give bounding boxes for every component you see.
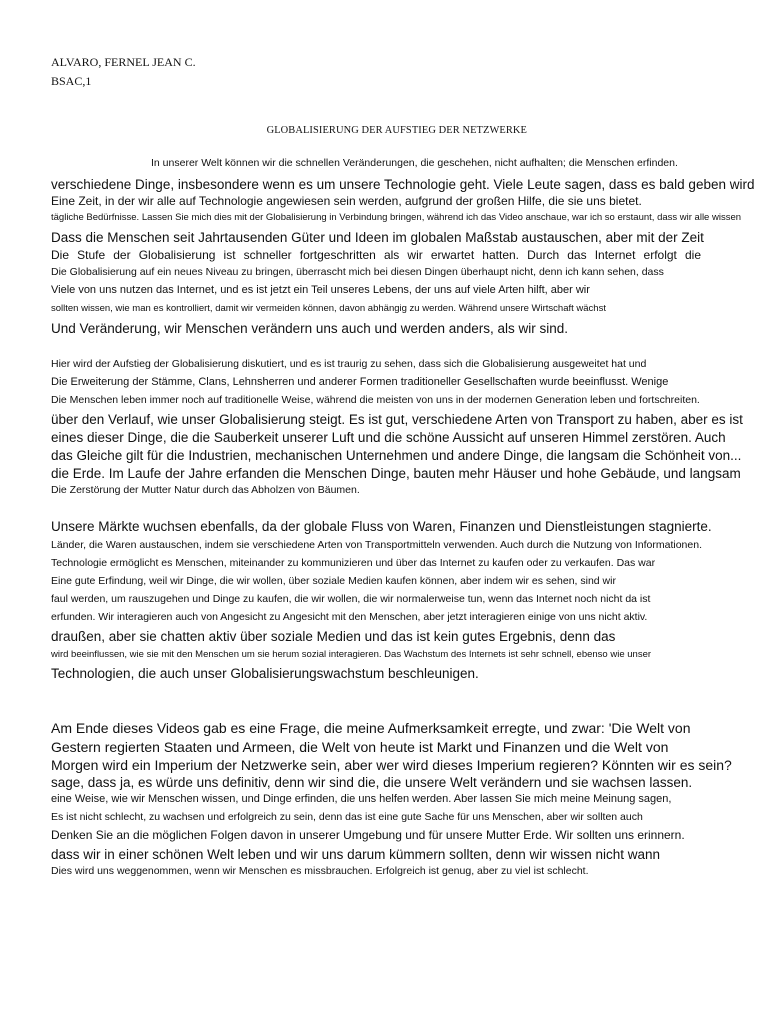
paragraph-3-line: draußen, aber sie chatten aktiv über soziale Medien und das ist kein gutes Ergebnis, denn das	[51, 629, 616, 644]
paragraph-3-line: Eine gute Erfindung, weil wir Dinge, die wir wollen, über soziale Medien kaufen können, aber indem wir es sehen, sind wir	[51, 575, 616, 587]
paragraph-1-line: In unserer Welt können wir die schnellen Veränderungen, die geschehen, nicht aufhalten; die Menschen erfinden.	[151, 157, 678, 169]
paragraph-2-line: über den Verlauf, wie unser Globalisierung steigt. Es ist gut, verschiedene Arten von Transport zu haben, aber es ist	[51, 412, 743, 427]
paragraph-3-line: Unsere Märkte wuchsen ebenfalls, da der globale Fluss von Waren, Finanzen und Dienstleistungen stagnierte.	[51, 519, 712, 534]
paragraph-1-line: sollten wissen, wie man es kontrolliert, damit wir vermeiden können, davon abhängig zu werden. Während unsere Wirtschaft wächst	[51, 303, 606, 314]
paragraph-3-line: erfunden. Wir interagieren auch von Angesicht zu Angesicht mit den Menschen, aber jetzt interagieren einige von uns nicht aktiv.	[51, 611, 648, 623]
document-title: GLOBALISIERUNG DER AUFSTIEG DER NETZWERKE	[266, 125, 527, 136]
paragraph-2-line: Die Menschen leben immer noch auf traditionelle Weise, während die meisten von uns in der modernen Generation leben und fortschreiten.	[51, 394, 700, 406]
paragraph-2-line: Die Zerstörung der Mutter Natur durch das Abholzen von Bäumen.	[51, 484, 360, 496]
paragraph-4-line: Gestern regierten Staaten und Armeen, die Welt von heute ist Markt und Finanzen und die Welt von	[51, 739, 669, 755]
paragraph-1-line: Die Globalisierung auf ein neues Niveau zu bringen, überrascht mich bei diesen Dingen überhaupt nicht, denn ich kann sehen, dass	[51, 266, 664, 278]
course-section: BSAC,1	[51, 74, 92, 88]
paragraph-4-line: Morgen wird ein Imperium der Netzwerke sein, aber wer wird dieses Imperium regieren? Könnten wir es sein?	[51, 757, 732, 773]
paragraph-2-line: eines dieser Dinge, die die Sauberkeit unserer Luft und die schöne Aussicht auf unseren Himmel zerstören. Auch	[51, 430, 726, 445]
paragraph-1-line: Dass die Menschen seit Jahrtausenden Güter und Ideen im globalen Maßstab austauschen, aber mit der Zeit	[51, 230, 704, 245]
paragraph-3-line: wird beeinflussen, wie sie mit den Menschen um sie herum sozial interagieren. Das Wachstum des Internets ist sehr schnell, ebenso wie unser	[51, 649, 652, 660]
paragraph-4-line: Denken Sie an die möglichen Folgen davon in unserer Umgebung und für unsere Mutter Erde. Wir sollten uns erinnern.	[51, 828, 685, 842]
paragraph-3-line: faul werden, um rauszugehen und Dinge zu kaufen, die wir wollen, die wir normalerweise tun, wenn das Internet noch nicht da ist	[51, 593, 651, 605]
author-name: ALVARO, FERNEL JEAN C.	[51, 55, 196, 69]
paragraph-2-line: Die Erweiterung der Stämme, Clans, Lehnsherren und anderer Formen traditioneller Gesellschaften wurde beeinflusst. Wenige	[51, 376, 669, 388]
paragraph-3-line: Technologien, die auch unser Globalisierungswachstum beschleunigen.	[51, 666, 479, 681]
paragraph-1-line: Viele von uns nutzen das Internet, und es ist jetzt ein Teil unseres Lebens, der uns auf viele Arten hilft, aber wir	[51, 284, 590, 296]
paragraph-1-line: Und Veränderung, wir Menschen verändern uns auch und werden anders, als wir sind.	[51, 321, 569, 336]
paragraph-4-line: Am Ende dieses Videos gab es eine Frage, die meine Aufmerksamkeit erregte, und zwar: 'Die Welt von	[51, 720, 691, 736]
paragraph-3-line: Technologie ermöglicht es Menschen, miteinander zu kommunizieren und über das Internet zu kaufen oder zu verkaufen. Das war	[51, 557, 656, 569]
paragraph-3-line: Länder, die Waren austauschen, indem sie verschiedene Arten von Transportmitteln verwenden. Auch durch die Nutzung von Informationen.	[51, 539, 702, 551]
paragraph-2-line: das Gleiche gilt für die Industrien, mechanischen Unternehmen und andere Dinge, die langsam die Schönheit von...	[51, 448, 742, 463]
paragraph-1-line: Die Stufe der Globalisierung ist schneller fortgeschritten als wir erwartet hatten. Durch das Internet erfolgt die	[51, 248, 701, 262]
paragraph-2-line: Hier wird der Aufstieg der Globalisierung diskutiert, und es ist traurig zu sehen, dass sich die Globalisierung ausgeweitet hat und	[51, 358, 647, 370]
paragraph-1-line: verschiedene Dinge, insbesondere wenn es um unsere Technologie geht. Viele Leute sagen, dass es bald geben wird	[51, 177, 755, 192]
paragraph-2-line: die Erde. Im Laufe der Jahre erfanden die Menschen Dinge, bauten mehr Häuser und hohe Gebäude, und langsam	[51, 466, 741, 481]
paragraph-1-line: tägliche Bedürfnisse. Lassen Sie mich dies mit der Globalisierung in Verbindung bringen, während ich das Video anschaue, war ich so erstaunt, dass wir alle wissen	[51, 212, 742, 223]
paragraph-4-line: dass wir in einer schönen Welt leben und wir uns darum kümmern sollten, denn wir wissen nicht wann	[51, 847, 661, 862]
paragraph-4-line: Dies wird uns weggenommen, wenn wir Menschen es missbrauchen. Erfolgreich ist genug, aber zu viel ist schlecht.	[51, 865, 589, 877]
paragraph-4-line: sage, dass ja, es würde uns definitiv, denn wir sind die, die unsere Welt verändern und sie wachsen lassen.	[51, 775, 693, 790]
paragraph-4-line: Es ist nicht schlecht, zu wachsen und erfolgreich zu sein, denn das ist eine gute Sache für uns Menschen, aber wir sollten auch	[51, 811, 643, 823]
paragraph-1-line: Eine Zeit, in der wir alle auf Technologie angewiesen sein werden, aufgrund der großen Hilfe, die sie uns bietet.	[51, 194, 642, 208]
paragraph-4-line: eine Weise, wie wir Menschen wissen, und Dinge erfinden, die uns helfen werden. Aber lassen Sie mich meine Meinung sagen,	[51, 793, 672, 805]
